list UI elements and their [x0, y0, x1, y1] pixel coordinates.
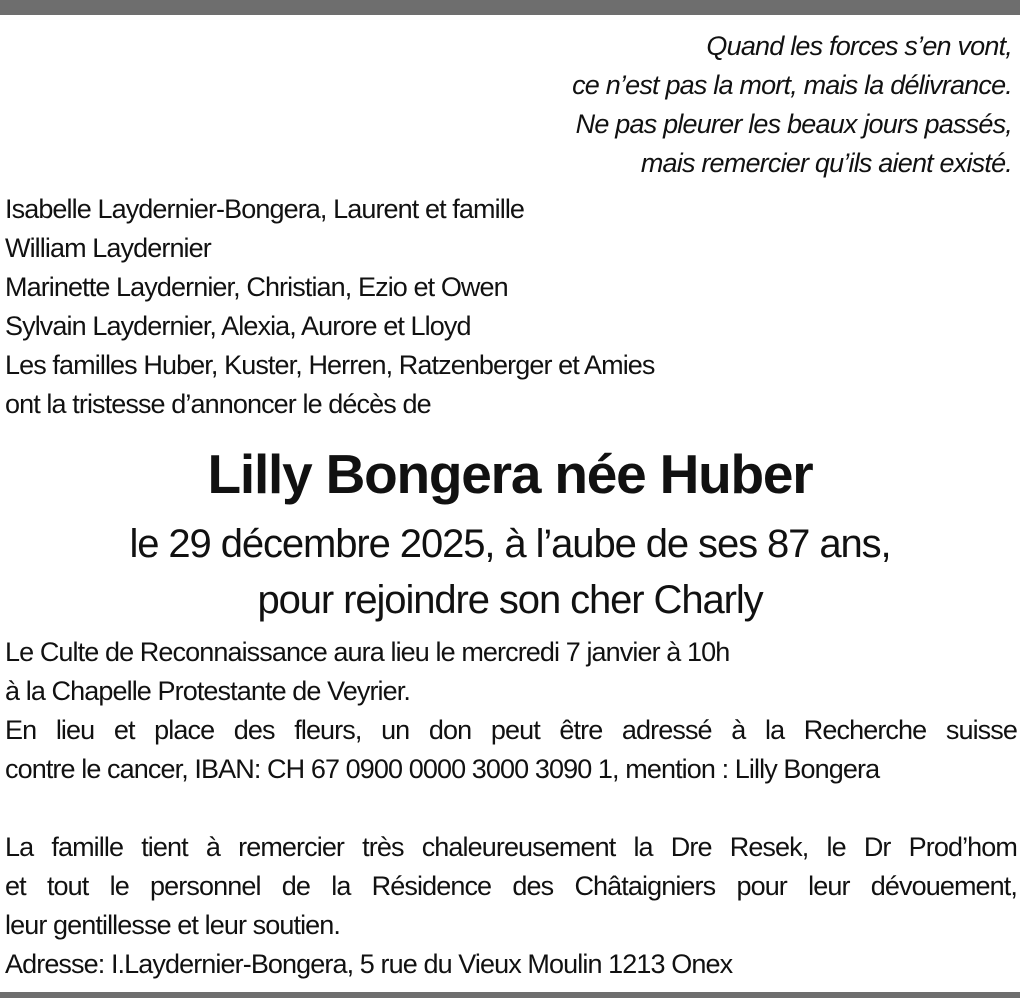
- family-line: Isabelle Laydernier-Bongera, Laurent et famille: [5, 194, 525, 224]
- bottom-rule: [0, 992, 1020, 998]
- ceremony-line: à la Chapelle Protestante de Veyrier.: [5, 676, 410, 706]
- family-line: William Laydernier: [5, 233, 211, 263]
- family-line: Les familles Huber, Kuster, Herren, Ratzenberger et Amies: [5, 350, 655, 380]
- poem-line: ce n’est pas la mort, mais la délivrance.: [572, 70, 1012, 100]
- poem-line: mais remercier qu’ils aient existé.: [640, 148, 1012, 178]
- death-date-subtitle: [0, 516, 1020, 628]
- thanks-line: et tout le personnel de la Résidence des Châtaigniers pour leur dévouement,: [5, 871, 1017, 901]
- poem: [312, 27, 1012, 183]
- ceremony-info: [5, 633, 1017, 984]
- top-rule: [0, 0, 1020, 15]
- donation-line: contre le cancer, IBAN: CH 67 0900 0000 3000 3090 1, mention : Lilly Bongera: [5, 754, 880, 784]
- ceremony-line: Le Culte de Reconnaissance aura lieu le mercredi 7 janvier à 10h: [5, 637, 730, 667]
- poem-line: Ne pas pleurer les beaux jours passés,: [575, 109, 1012, 139]
- donation-line: En lieu et place des fleurs, un don peut être adressé à la Recherche suisse: [5, 715, 1017, 745]
- family-line: Marinette Laydernier, Christian, Ezio et Owen: [5, 272, 508, 302]
- subtitle-line: le 29 décembre 2025, à l’aube de ses 87 ans,: [129, 522, 891, 566]
- paragraph-gap: [5, 789, 1017, 828]
- subtitle-line: pour rejoindre son cher Charly: [257, 578, 763, 622]
- family-list: [5, 190, 1017, 424]
- thanks-line: leur gentillesse et leur soutien.: [5, 910, 341, 940]
- thanks-paragraph: [5, 828, 1017, 984]
- thanks-line: La famille tient à remercier très chaleureusement la Dre Resek, le Dr Prod’hom: [5, 832, 1017, 862]
- poem-line: Quand les forces s’en vont,: [706, 31, 1012, 61]
- deceased-name: Lilly Bongera née Huber: [207, 443, 813, 505]
- announcement-line: ont la tristesse d’annoncer le décès de: [5, 389, 431, 419]
- address-line: Adresse: I.Laydernier-Bongera, 5 rue du Vieux Moulin 1213 Onex: [5, 949, 733, 979]
- family-line: Sylvain Laydernier, Alexia, Aurore et Lloyd: [5, 311, 471, 341]
